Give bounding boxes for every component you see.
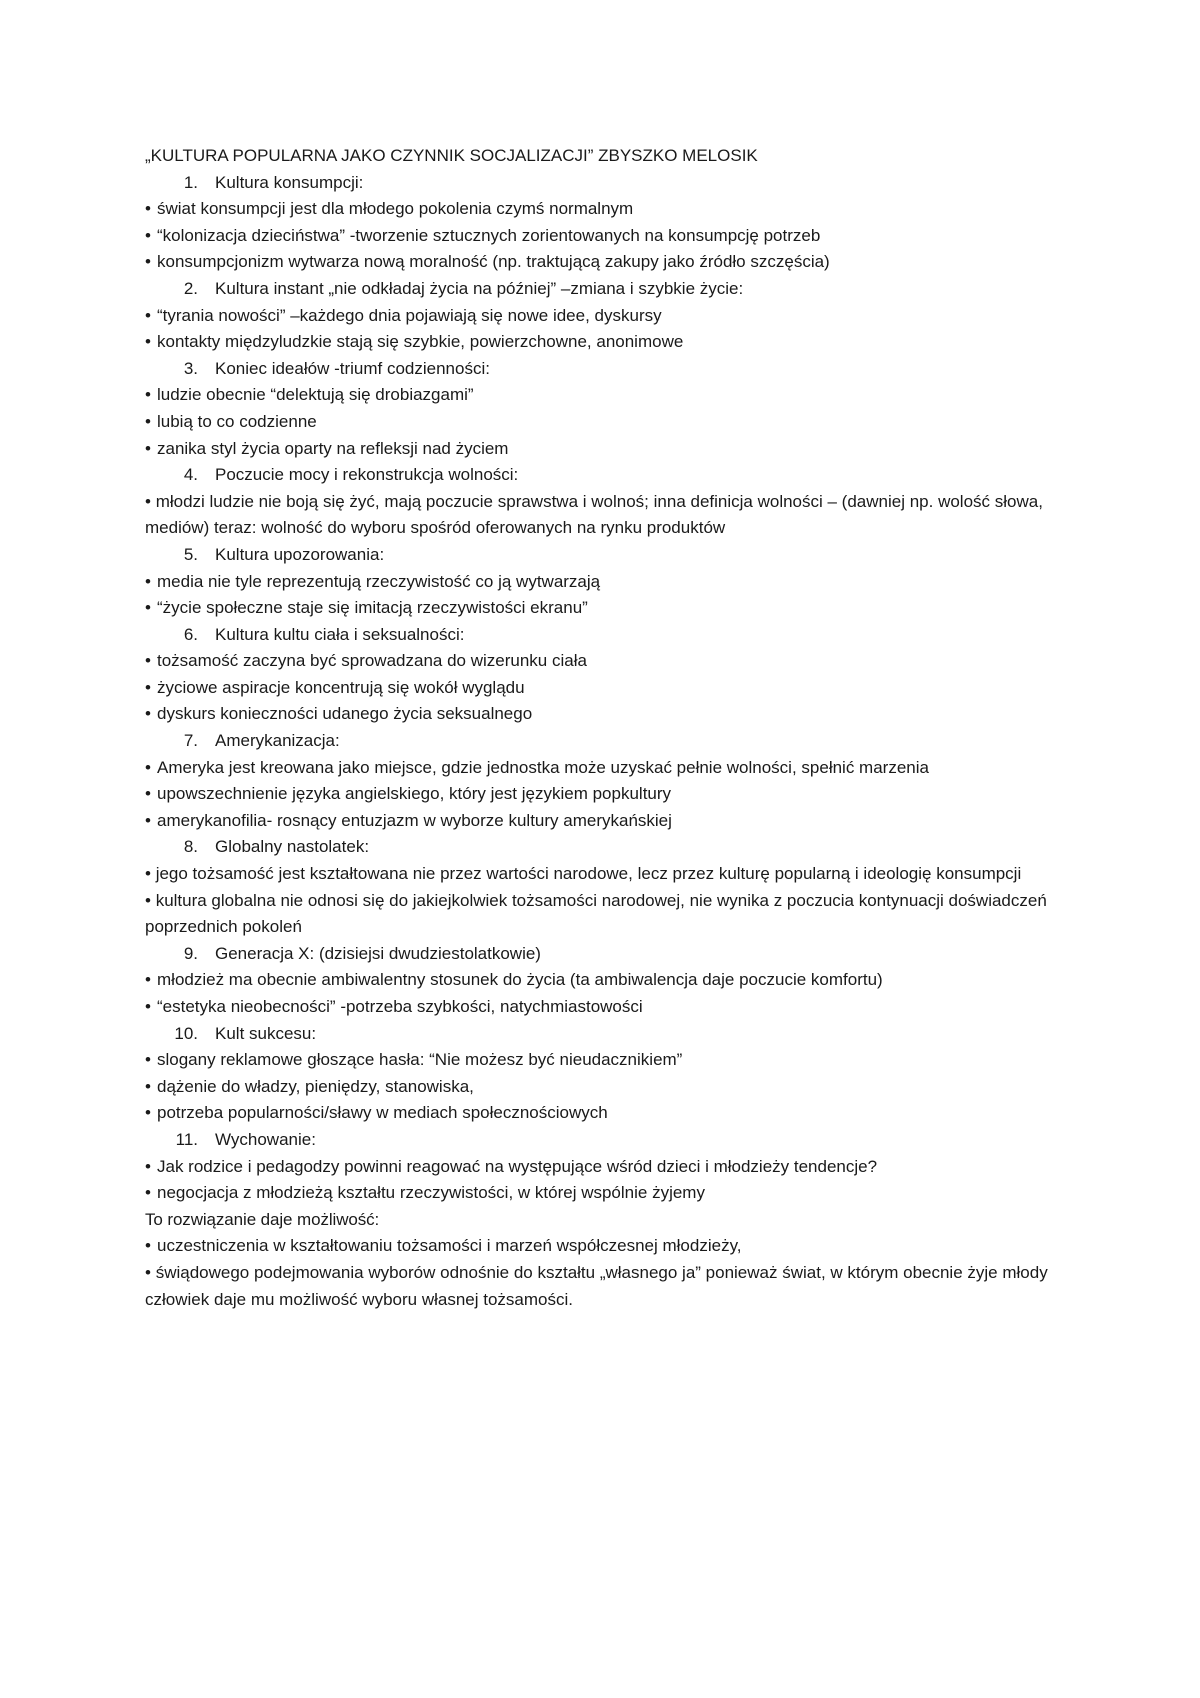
list-item: • “życie społeczne staje się imitacją rzeczywistości ekranu”: [145, 595, 1065, 622]
section-heading: [145, 1021, 1065, 1048]
section-heading: [145, 834, 1065, 861]
list-item: • negocjacja z młodzieżą kształtu rzeczywistości, w której wspólnie żyjemy: [145, 1180, 1065, 1207]
section-number: 5.: [183, 544, 198, 564]
bullet-icon: •: [145, 438, 151, 458]
document-title: „KULTURA POPULARNA JAKO CZYNNIK SOCJALIZACJI” ZBYSZKO MELOSIK: [145, 146, 758, 165]
bullet-icon: •: [145, 810, 151, 830]
bullet-icon: •: [145, 491, 151, 511]
list-item: • slogany reklamowe głoszące hasła: “Nie możesz być nieudacznikiem”: [145, 1047, 1065, 1074]
section-number: 3.: [183, 358, 198, 378]
bullet-icon: •: [145, 1183, 151, 1203]
bullet-icon: •: [145, 890, 151, 910]
section-heading: [145, 622, 1065, 649]
bullet-icon: •: [145, 385, 151, 405]
section-title: Amerykanizacja:: [215, 731, 340, 751]
bullet-icon: •: [145, 305, 151, 325]
bullet-icon: •: [145, 1103, 151, 1123]
section-title: Globalny nastolatek:: [215, 837, 370, 857]
section-number: 8.: [183, 837, 198, 857]
section-number: 6.: [183, 624, 198, 644]
bullet-icon: •: [145, 411, 151, 431]
section-title: Kultura konsumpcji:: [215, 172, 364, 192]
list-item: • amerykanofilia- rosnący entuzjazm w wyborze kultury amerykańskiej: [145, 808, 1065, 835]
list-item: • kontakty międzyludzkie stają się szybkie, powierzchowne, anonimowe: [145, 329, 1065, 356]
list-item: • lubią to co codzienne: [145, 409, 1065, 436]
bullet-icon: •: [145, 199, 151, 219]
bullet-icon: •: [145, 970, 151, 990]
section-heading: [145, 356, 1065, 383]
list-item: • jego tożsamość jest kształtowana nie przez wartości narodowe, lecz przez kulturę popularną i ideologię konsumpcji: [145, 864, 1022, 884]
section-heading: [145, 276, 1065, 303]
section-title: Koniec ideałów -triumf codzienności:: [215, 358, 490, 378]
list-item: • konsumpcjonizm wytwarza nową moralność (np. traktującą zakupy jako źródło szczęścia): [145, 249, 1065, 276]
bullet-icon: •: [145, 651, 151, 671]
list-item: • dążenie do władzy, pieniędzy, stanowiska,: [145, 1074, 1065, 1101]
list-item: • “tyrania nowości” –każdego dnia pojawiają się nowe idee, dyskursy: [145, 303, 1065, 330]
list-item: • uczestniczenia w kształtowaniu tożsamości i marzeń współczesnej młodzieży,: [145, 1233, 1065, 1260]
list-item: • świądowego podejmowania wyborów odnośnie do kształtu „własnego ja” ponieważ świat, w którym obecnie żyje młody człowiek daje mu możliwość wyboru własnej tożsamości.: [145, 1262, 1048, 1309]
list-item: • Jak rodzice i pedagodzy powinni reagować na występujące wśród dzieci i młodzieży tendencje?: [145, 1154, 1065, 1181]
section-heading: [145, 462, 1065, 489]
bullet-icon: •: [145, 1262, 151, 1282]
bullet-icon: •: [145, 757, 151, 777]
section-heading: [145, 170, 1065, 197]
bullet-icon: •: [145, 571, 151, 591]
list-item: • świat konsumpcji jest dla młodego pokolenia czymś normalnym: [145, 196, 1065, 223]
section-number: 2.: [183, 278, 198, 298]
list-item: • kultura globalna nie odnosi się do jakiejkolwiek tożsamości narodowej, nie wynika z poczucia kontynuacji doświadczeń poprzednich pokoleń: [145, 890, 1047, 937]
section-title: Poczucie mocy i rekonstrukcja wolności:: [215, 465, 519, 485]
bullet-icon: •: [145, 864, 151, 884]
section-number: 10.: [174, 1023, 198, 1043]
section-title: Generacja X: (dzisiejsi dwudziestolatkowie): [215, 943, 541, 963]
section-number: 7.: [183, 731, 198, 751]
bullet-icon: •: [145, 677, 151, 697]
section-title: Kultura kultu ciała i seksualności:: [215, 624, 465, 644]
list-item: • młodzież ma obecnie ambiwalentny stosunek do życia (ta ambiwalencja daje poczucie komfortu): [145, 967, 1065, 994]
document-page: [145, 143, 1065, 1313]
list-item: • młodzi ludzie nie boją się żyć, mają poczucie sprawstwa i wolnoś; inna definicja wolności – (dawniej np. wolość słowa, mediów) teraz: wolność do wyboru spośród oferowanych na rynku produktów: [145, 491, 1043, 538]
list-item: • Ameryka jest kreowana jako miejsce, gdzie jednostka może uzyskać pełnie wolności, spełnić marzenia: [145, 755, 1065, 782]
bullet-icon: •: [145, 1156, 151, 1176]
list-item: • życiowe aspiracje koncentrują się wokół wyglądu: [145, 675, 1065, 702]
list-item: • media nie tyle reprezentują rzeczywistość co ją wytwarzają: [145, 569, 1065, 596]
list-item: • tożsamość zaczyna być sprowadzana do wizerunku ciała: [145, 648, 1065, 675]
list-item: • upowszechnienie języka angielskiego, który jest językiem popkultury: [145, 781, 1065, 808]
bullet-icon: •: [145, 997, 151, 1016]
list-item: • potrzeba popularności/sławy w mediach społecznościowych: [145, 1100, 1065, 1127]
bullet-icon: •: [145, 704, 151, 724]
bullet-icon: •: [145, 1050, 151, 1070]
list-item: • ludzie obecnie “delektują się drobiazgami”: [145, 382, 1065, 409]
bullet-icon: •: [145, 598, 151, 618]
section-heading: [145, 728, 1065, 755]
bullet-icon: •: [145, 1076, 151, 1096]
bullet-icon: •: [145, 1236, 151, 1256]
section-title: Wychowanie:: [215, 1129, 316, 1149]
bullet-icon: •: [145, 252, 151, 272]
section-title: Kultura upozorowania:: [215, 544, 385, 564]
bullet-icon: •: [145, 225, 151, 245]
list-item: • dyskurs konieczności udanego życia seksualnego: [145, 701, 1065, 728]
section-number: 1.: [183, 172, 198, 192]
closing-intro: To rozwiązanie daje możliwość:: [145, 1209, 380, 1229]
list-item: • “estetyka nieobecności” -potrzeba szybkości, natychmiastowości: [145, 994, 1065, 1021]
list-item: • “kolonizacja dzieciństwa” -tworzenie sztucznych zorientowanych na konsumpcję potrzeb: [145, 223, 1065, 250]
bullet-icon: •: [145, 332, 151, 352]
section-number: 11.: [175, 1129, 198, 1149]
section-number: 4.: [183, 465, 198, 485]
section-heading: [145, 542, 1065, 569]
list-item: • zanika styl życia oparty na refleksji nad życiem: [145, 436, 1065, 463]
section-heading: [145, 1127, 1065, 1154]
section-title: Kultura instant „nie odkładaj życia na później” –zmiana i szybkie życie:: [215, 278, 744, 298]
section-number: 9.: [183, 943, 198, 963]
section-title: Kult sukcesu:: [215, 1023, 317, 1043]
section-heading: [145, 941, 1065, 968]
bullet-icon: •: [145, 784, 151, 804]
